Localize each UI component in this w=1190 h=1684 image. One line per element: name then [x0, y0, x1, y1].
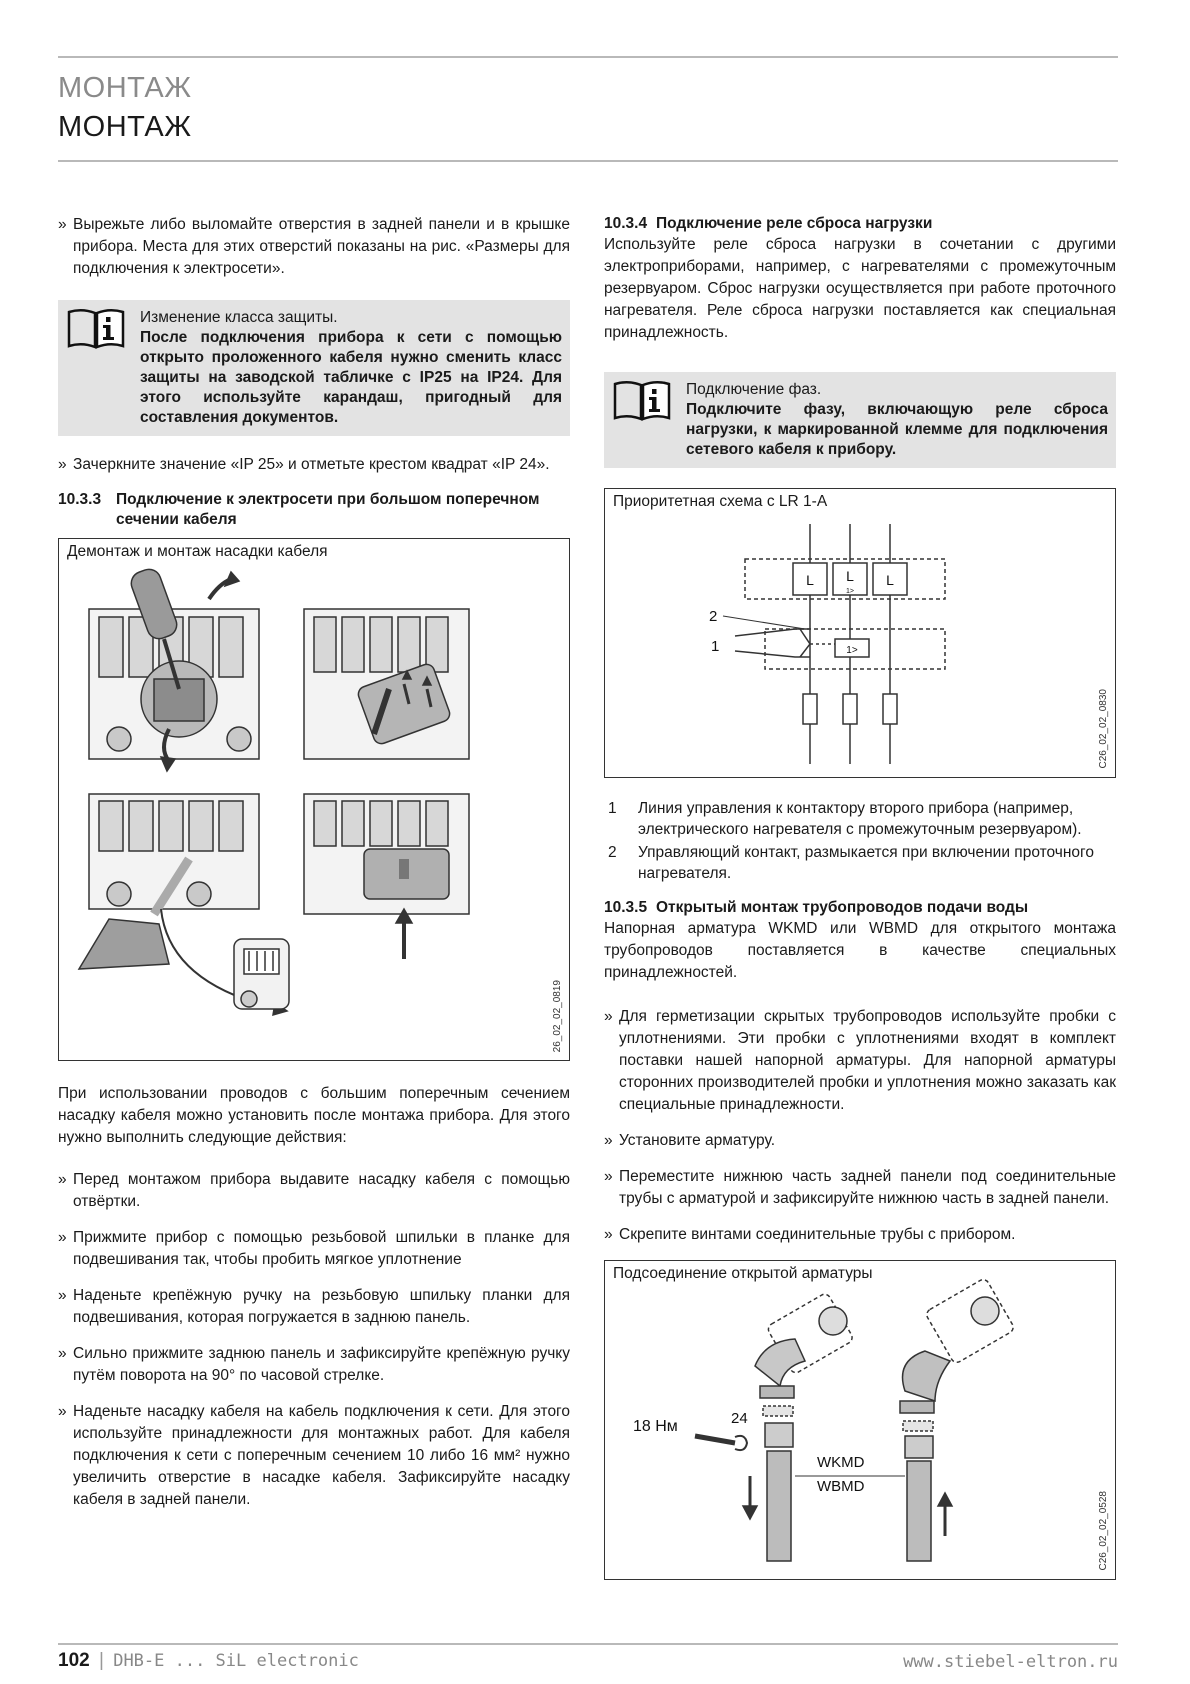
info-text: Подключите фазу, включающую реле сброса нагрузки, к маркированной клемме для подключения сетевого кабеля к прибору. — [686, 401, 1108, 458]
label-2: 2 — [709, 608, 718, 625]
legend-number: 1 — [608, 800, 617, 817]
section-number: 10.3.5 — [604, 899, 648, 916]
figure-caption: Подсоединение открытой арматуры — [613, 1265, 873, 1282]
figure-caption: Приоритетная схема с LR 1-A — [613, 493, 828, 510]
legend-list — [604, 798, 1116, 884]
bullet-cut-openings: » Вырежьте либо выломайте отверстия в задней панели и в крышке прибора. Места для этих отверстий показаны на рис. «Размеры для подключения к электросети». — [58, 214, 570, 280]
bullet-step: » Наденьте крепёжную ручку на резьбовую шпильку планки для подвешивания, которая погружается в заднюю панель. — [58, 1285, 570, 1329]
section-title: МОНТАЖ — [58, 111, 192, 143]
right-column — [604, 214, 1116, 1580]
figure-code: C26_02_02_0528 — [1098, 1491, 1109, 1571]
figure-code: 26_02_02_0819 — [552, 979, 563, 1052]
section-heading-10-3-4 — [604, 214, 1116, 234]
figure-cable-nozzle — [58, 538, 570, 1061]
info-heading: Подключение фаз. — [686, 381, 822, 398]
bullet-step: » Наденьте насадку кабеля на кабель подключения к сети. Для этого используйте принадлежности для монтажных работ. Для кабеля подключения к сети с поперечным сечением 10 либо 16 мм² нужно увеличить отверстие в насадке кабеля. Зафиксируйте насадку кабеля в задней панели. — [58, 1401, 570, 1511]
relay-label: 1> — [846, 645, 858, 656]
left-column — [58, 214, 570, 1525]
section-title-text: Подключение к электросети при большом поперечном сечении кабеля — [116, 491, 540, 528]
bullet-step: » Сильно прижмите заднюю панель и зафиксируйте крепёжную ручку путём поворота на 90° по часовой стрелке. — [58, 1343, 570, 1387]
terminal-mark: 1> — [846, 588, 854, 595]
paragraph-large-section: При использовании проводов с большим поперечным сечением насадку кабеля можно установить после монтажа прибора. Для этого нужно выполнить следующие действия: — [58, 1085, 570, 1146]
section-title-text: Подключение реле сброса нагрузки — [656, 215, 933, 232]
footer-url[interactable]: www.stiebel-eltron.ru — [903, 1652, 1118, 1672]
page-number: 102 — [58, 1650, 90, 1671]
fitting-wkmd — [743, 1292, 854, 1561]
wbmd-label: WBMD — [817, 1478, 865, 1495]
info-box-protection — [58, 300, 570, 436]
footer-left — [58, 1650, 359, 1672]
info-text: После подключения прибора к сети с помощью открыто проложенного кабеля нужно сменить класс защиты на заводской табличке с IP25 на IP24. Для этого используйте карандаш, пригодный для составления документов. — [140, 329, 562, 426]
bullet-step: » Прижмите прибор с помощью резьбовой шпильки в планке для подвешивания так, чтобы пробить мягкое уплотнение — [58, 1227, 570, 1271]
figure-priority-scheme — [604, 488, 1116, 778]
cable-nozzle-illustration — [59, 539, 568, 1059]
figure-open-fittings — [604, 1260, 1116, 1580]
info-box-phase — [604, 372, 1116, 468]
header-rule — [58, 160, 1118, 162]
footer-separator: | — [98, 1650, 104, 1671]
device-panel-3 — [79, 794, 289, 1015]
legend-number: 2 — [608, 844, 617, 861]
info-book-icon — [612, 378, 672, 422]
product-name: DHB-E ... SiL electronic — [113, 1651, 359, 1671]
terminal-label-1: L — [806, 572, 814, 588]
bullet-step: » Для герметизации скрытых трубопроводов используйте пробки с уплотнениями. Эти пробки с уплотнениями входят в комплект поставки нашей напорной арматуры. Для напорной арматуры сторонних производителей пробки и уплотнения можно заказать как специальные принадлежности. — [604, 1006, 1116, 1116]
terminal-label-3: L — [886, 572, 894, 588]
info-heading: Изменение класса защиты. — [140, 309, 338, 326]
figure-caption: Демонтаж и монтаж насадки кабеля — [67, 543, 328, 560]
bullet-step: » Установите арматуру. — [604, 1130, 1116, 1152]
wrench-size-label: 24 — [731, 1410, 748, 1427]
legend-item — [604, 798, 1116, 840]
wrench-icon — [695, 1436, 747, 1450]
footer-rule — [58, 1643, 1118, 1645]
fitting-wbmd — [900, 1278, 1015, 1561]
paragraph-fittings: Напорная арматура WKMD или WBMD для открытого монтажа трубопроводов поставляется в качестве специальных принадлежностей. — [604, 920, 1116, 981]
section-number: 10.3.4 — [604, 215, 648, 232]
bullet-step: » Перед монтажом прибора выдавите насадку кабеля с помощью отвёртки. — [58, 1169, 570, 1213]
section-heading-10-3-5 — [604, 898, 1116, 918]
section-title-text: Открытый монтаж трубопроводов подачи воды — [656, 899, 1029, 916]
figure-code: C26_02_02_0830 — [1098, 689, 1109, 769]
info-book-icon — [66, 306, 126, 350]
torque-label: 18 Нм — [633, 1418, 678, 1435]
paragraph-relay: Используйте реле сброса нагрузки в сочетании с другими электроприборами, например, с нагревателями с промежуточным резервуаром. Сброс нагрузки осуществляется при работе проточного нагревателя. Реле сброса нагрузки поставляется как специальная принадлежность. — [604, 236, 1116, 341]
legend-text: Линия управления к контактору второго прибора (например, электрического нагревателя с промежуточным резервуаром). — [638, 800, 1082, 838]
device-panel-2 — [304, 609, 469, 759]
legend-item — [604, 842, 1116, 884]
bullet-step: » Переместите нижнюю часть задней панели под соединительные трубы с арматурой и зафиксируйте нижнюю часть в задней панели. — [604, 1166, 1116, 1210]
section-number: 10.3.3 — [58, 491, 102, 508]
section-title-gray: МОНТАЖ — [58, 72, 192, 104]
fittings-illustration — [605, 1261, 1114, 1578]
legend-text: Управляющий контакт, размыкается при включении проточного нагревателя. — [638, 844, 1094, 882]
wkmd-label: WKMD — [817, 1454, 865, 1471]
top-rule — [58, 56, 1118, 58]
label-1: 1 — [711, 638, 720, 655]
bullet-cross-ip: » Зачеркните значение «IP 25» и отметьте крестом квадрат «IP 24». — [58, 454, 570, 476]
terminal-label-2: L — [846, 568, 854, 584]
bullet-step: » Скрепите винтами соединительные трубы с прибором. — [604, 1224, 1116, 1246]
device-panel-4 — [304, 794, 469, 959]
priority-circuit-diagram — [605, 489, 1114, 776]
section-heading-10-3-3 — [58, 490, 570, 530]
